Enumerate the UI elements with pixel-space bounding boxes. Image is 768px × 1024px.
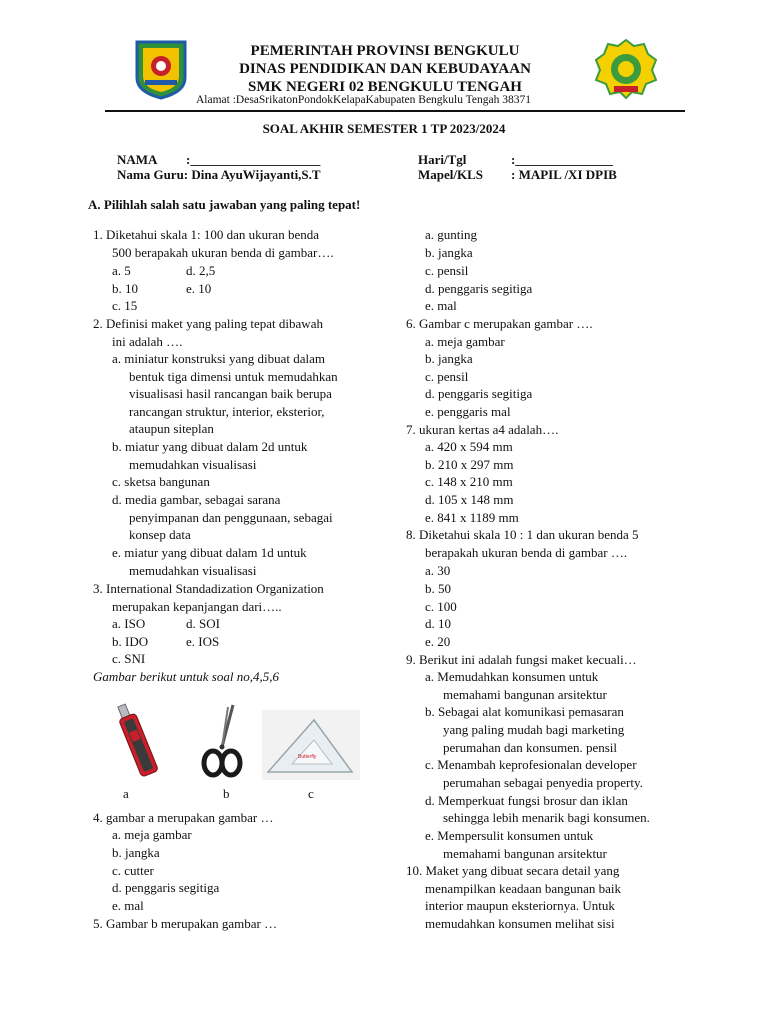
q2-option-a-5: ataupun siteplan xyxy=(129,421,214,436)
q9-option-b-3: perumahan dan konsumen. pensil xyxy=(443,740,618,755)
q2-option-d-2: penyimpanan dan penggunaan, sebagai xyxy=(129,510,333,525)
q8-option-c: c. 100 xyxy=(425,599,457,614)
q2-text-1: 2. Definisi maket yang paling tepat dibawah xyxy=(93,316,323,331)
q1-text-2: 500 berapakah ukuran benda di gambar…. xyxy=(112,245,334,260)
nama-field[interactable]: :____________________ xyxy=(186,152,321,167)
q3-option-a: a. ISO xyxy=(112,616,146,631)
q4-option-e: e. mal xyxy=(112,898,144,913)
q4-text: 4. gambar a merupakan gambar … xyxy=(93,810,274,825)
section-heading: A. Pilihlah salah satu jawaban yang paling tepat! xyxy=(88,197,361,212)
exam-title: SOAL AKHIR SEMESTER 1 TP 2023/2024 xyxy=(262,121,506,136)
figure-c-set-square xyxy=(262,710,360,780)
header-line-3: SMK NEGERI 02 BENGKULU TENGAH xyxy=(248,79,522,95)
q6-option-d: d. penggaris segitiga xyxy=(425,386,533,401)
figure-a-cutter xyxy=(110,700,166,782)
q1-option-e: e. 10 xyxy=(186,281,212,296)
q2-option-b-2: memudahkan visualisasi xyxy=(129,457,257,472)
q4-option-b: b. jangka xyxy=(112,845,160,860)
q1-option-b: b. 10 xyxy=(112,281,138,296)
q1-option-d: d. 2,5 xyxy=(186,263,216,278)
q5-text: 5. Gambar b merupakan gambar … xyxy=(93,916,278,931)
figure-b-scissors xyxy=(200,703,244,779)
q6-option-a: a. meja gambar xyxy=(425,334,505,349)
q6-option-c: c. pensil xyxy=(425,369,469,384)
figure-label-b: b xyxy=(223,786,230,801)
q9-option-b-2: yang paling mudah bagi marketing xyxy=(443,722,625,737)
q7-option-b: b. 210 x 297 mm xyxy=(425,457,514,472)
q2-option-a-1: a. miniatur konstruksi yang dibuat dalam xyxy=(112,351,326,366)
mapel-value: : MAPIL /XI DPIB xyxy=(511,167,617,182)
q2-option-c: c. sketsa bangunan xyxy=(112,474,210,489)
school-emblem-icon xyxy=(594,38,658,100)
q7-option-d: d. 105 x 148 mm xyxy=(425,492,514,507)
figure-label-a: a xyxy=(123,786,129,801)
nama-label: NAMA xyxy=(117,152,158,167)
q1-text-1: 1. Diketahui skala 1: 100 dan ukuran benda xyxy=(93,227,319,242)
q3-option-c: c. SNI xyxy=(112,651,146,666)
q3-text-1: 3. International Standadization Organization xyxy=(93,581,324,596)
q10-text-4: memudahkan konsumen melihat sisi xyxy=(425,916,615,931)
figure-label-c: c xyxy=(308,786,314,801)
q9-text: 9. Berikut ini adalah fungsi maket kecuali… xyxy=(406,652,637,667)
q9-option-d-2: sehingga lebih menarik bagi konsumen. xyxy=(443,810,650,825)
guru-name: Nama Guru: Dina AyuWijayanti,S.T xyxy=(117,167,321,182)
q8-text-1: 8. Diketahui skala 10 : 1 dan ukuran benda 5 xyxy=(406,527,639,542)
q9-option-e-2: memahami bangunan arsitektur xyxy=(443,846,607,861)
hari-field[interactable]: :_______________ xyxy=(511,152,613,167)
q4-option-a: a. meja gambar xyxy=(112,827,192,842)
q2-option-d-1: d. media gambar, sebagai sarana xyxy=(112,492,281,507)
q3-text-2: merupakan kepanjangan dari….. xyxy=(112,599,282,614)
cutter-icon xyxy=(110,700,166,782)
header-line-1: PEMERINTAH PROVINSI BENGKULU xyxy=(250,43,520,59)
q10-text-3: interior maupun eksteriornya. Untuk xyxy=(425,898,615,913)
hari-label: Hari/Tgl xyxy=(418,152,467,167)
scissors-icon xyxy=(200,703,244,779)
letterhead xyxy=(190,42,580,96)
left-logo xyxy=(133,40,189,100)
q2-option-a-3: visualisasi hasil rancangan baik berupa xyxy=(129,386,332,401)
q2-option-d-3: konsep data xyxy=(129,527,191,542)
q9-option-d-1: d. Memperkuat fungsi brosur dan iklan xyxy=(425,793,628,808)
q6-option-e: e. penggaris mal xyxy=(425,404,511,419)
q5-option-e: e. mal xyxy=(425,298,457,313)
q6-text: 6. Gambar c merupakan gambar …. xyxy=(406,316,593,331)
q2-option-e-1: e. miatur yang dibuat dalam 1d untuk xyxy=(112,545,307,560)
q4-option-c: c. cutter xyxy=(112,863,154,878)
q8-option-e: e. 20 xyxy=(425,634,451,649)
q5-option-c: c. pensil xyxy=(425,263,469,278)
q2-text-2: ini adalah …. xyxy=(112,334,183,349)
q9-option-a-2: memahami bangunan arsitektur xyxy=(443,687,607,702)
q5-option-b: b. jangka xyxy=(425,245,473,260)
q8-option-a: a. 30 xyxy=(425,563,451,578)
q3-option-e: e. IOS xyxy=(186,634,220,649)
q7-option-e: e. 841 x 1189 mm xyxy=(425,510,519,525)
set-square-icon xyxy=(262,710,360,780)
province-emblem-icon xyxy=(133,40,189,100)
q7-option-a: a. 420 x 594 mm xyxy=(425,439,513,454)
right-logo xyxy=(594,38,658,100)
q1-option-a: a. 5 xyxy=(112,263,131,278)
q9-option-a-1: a. Memudahkan konsumen untuk xyxy=(425,669,599,684)
q8-option-d: d. 10 xyxy=(425,616,451,631)
letterhead-divider xyxy=(105,110,685,112)
q5-option-a: a. gunting xyxy=(425,227,477,242)
q9-option-c-1: c. Menambah keprofesionalan developer xyxy=(425,757,637,772)
q5-option-d: d. penggaris segitiga xyxy=(425,281,533,296)
q7-text: 7. ukuran kertas a4 adalah…. xyxy=(406,422,559,437)
q1-option-c: c. 15 xyxy=(112,298,138,313)
q2-option-b-1: b. miatur yang dibuat dalam 2d untuk xyxy=(112,439,308,454)
q9-option-b-1: b. Sebagai alat komunikasi pemasaran xyxy=(425,704,624,719)
q3-option-d: d. SOI xyxy=(186,616,220,631)
q8-text-2: berapakah ukuran benda di gambar …. xyxy=(425,545,628,560)
triangle-brand-label: Butterfly xyxy=(298,754,317,760)
q7-option-c: c. 148 x 210 mm xyxy=(425,474,513,489)
q2-option-e-2: memudahkan visualisasi xyxy=(129,563,257,578)
q2-option-a-2: bentuk tiga dimensi untuk memudahkan xyxy=(129,369,338,384)
q3-option-b: b. IDO xyxy=(112,634,149,649)
q9-option-e-1: e. Mempersulit konsumen untuk xyxy=(425,828,594,843)
header-line-2: DINAS PENDIDIKAN DAN KEBUDAYAAN xyxy=(239,61,531,77)
q10-text-1: 10. Maket yang dibuat secara detail yang xyxy=(406,863,620,878)
mapel-label: Mapel/KLS xyxy=(418,167,484,182)
q4-option-d: d. penggaris segitiga xyxy=(112,880,220,895)
figure-caption: Gambar berikut untuk soal no,4,5,6 xyxy=(93,669,279,684)
q9-option-c-2: perumahan sebagai penyedia property. xyxy=(443,775,643,790)
q10-text-2: menampilkan keadaan bangunan baik xyxy=(425,881,622,896)
q8-option-b: b. 50 xyxy=(425,581,451,596)
q6-option-b: b. jangka xyxy=(425,351,473,366)
header-address: Alamat :DesaSrikatonPondokKelapaKabupaten Bengkulu Tengah 38371 xyxy=(196,94,531,106)
q2-option-a-4: rancangan struktur, interior, eksterior, xyxy=(129,404,325,419)
